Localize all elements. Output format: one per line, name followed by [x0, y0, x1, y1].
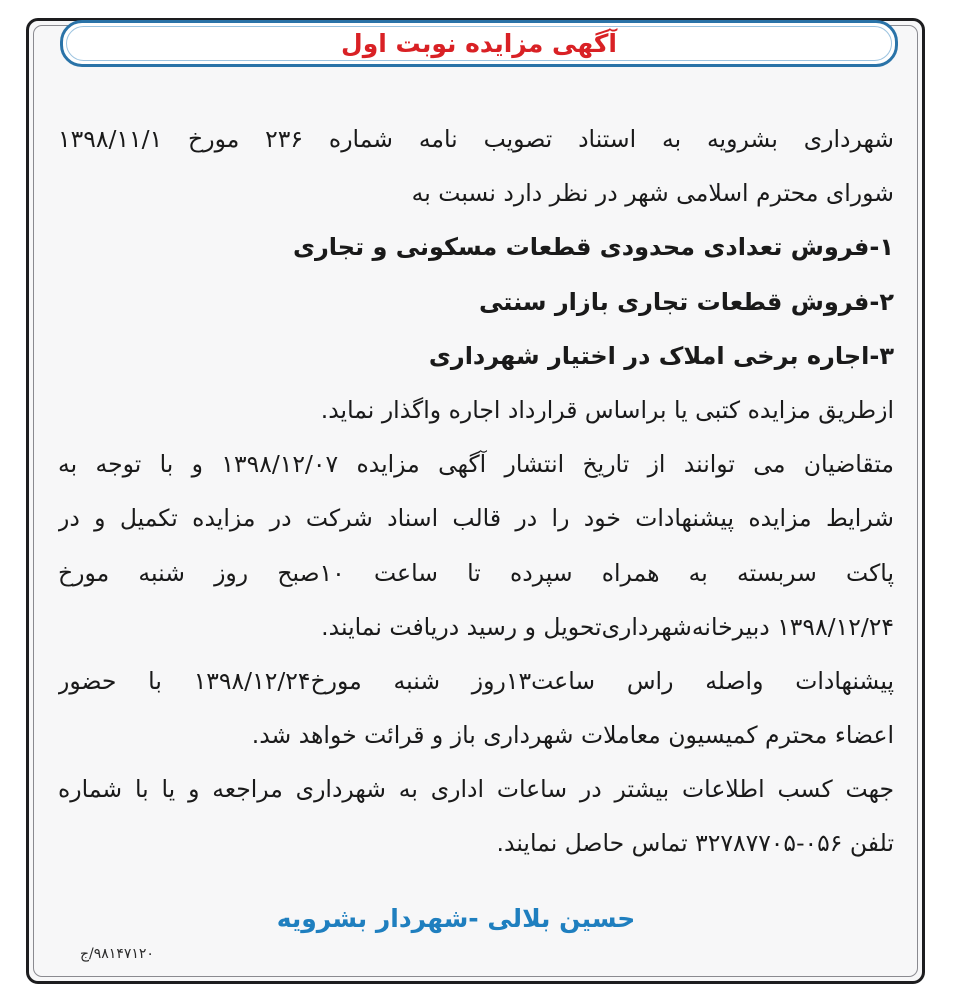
- notice-text-line: شهرداری بشرویه به استناد تصویب نامه شماره ۲۳۶ مورخ ۱۳۹۸/۱۱/۱: [58, 125, 894, 153]
- notice-item-line: ۱-فروش تعدادی محدودی قطعات مسکونی و تجاری: [292, 233, 894, 262]
- title-bar: [60, 20, 898, 67]
- notice-text-line: جهت کسب اطلاعات بیشتر در ساعات اداری به شهرداری مراجعه و یا با شماره: [58, 775, 894, 804]
- notice-text-line: پیشنهادات واصله راس ساعت۱۳روز شنبه مورخ۱۳۹۸/۱۲/۲۴ با حضور: [58, 666, 894, 695]
- notice-title: آگهی مزایده نوبت اول: [341, 29, 617, 58]
- notice-item-line: ۳-اجاره برخی املاک در اختیار شهرداری: [428, 341, 894, 370]
- notice-text-line: ازطریق مزایده کتبی یا براساس قرارداد اجاره واگذار نماید.: [320, 395, 894, 424]
- signature: حسین بلالی -شهردار بشرویه: [276, 904, 636, 933]
- notice-body: [58, 112, 894, 871]
- notice-text-line: اعضاء محترم کمیسیون معاملات شهرداری باز و قرائت خواهد شد.: [251, 721, 894, 750]
- notice-item-line: ۲-فروش قطعات تجاری بازار سنتی: [479, 287, 894, 316]
- notice-code: ۹۸۱۴۷۱۲۰/ج: [80, 946, 154, 962]
- notice-text-line: متقاضیان می توانند از تاریخ انتشار آگهی مزایده ۱۳۹۸/۱۲/۰۷ و با توجه به: [58, 450, 894, 479]
- notice-text-line: شورای محترم اسلامی شهر در نظر دارد نسبت به: [411, 179, 894, 208]
- notice-text-line: ۱۳۹۸/۱۲/۲۴ دبیرخانه‌شهرداری‌تحویل و رسید دریافت نمایند.: [321, 612, 894, 641]
- notice-text-line: شرایط مزایده پیشنهادات خود را در قالب اسناد شرکت در مزایده تکمیل و در: [58, 504, 894, 533]
- notice-text-line: تلفن ۰۵۶-۳۲۷۸۷۷۰۵ تماس حاصل نمایند.: [496, 829, 894, 858]
- notice-text-line: پاکت سربسته به همراه سپرده تا ساعت ۱۰صبح روز شنبه مورخ: [58, 558, 894, 587]
